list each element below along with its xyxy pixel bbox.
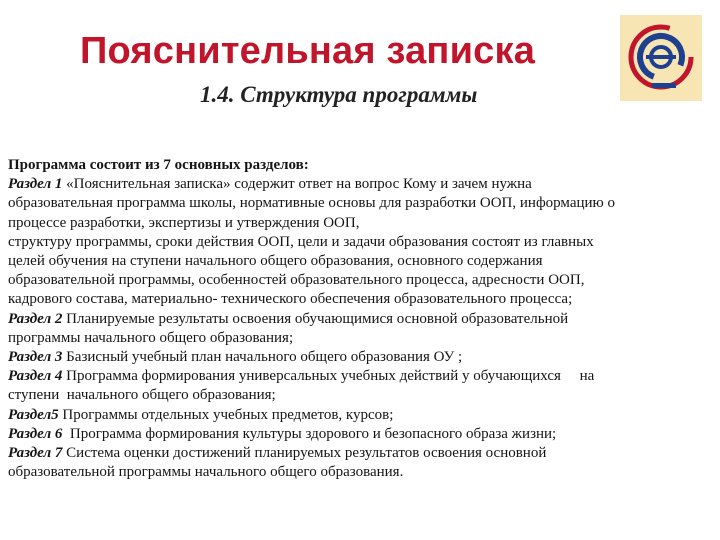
section-4-label: Раздел 4 <box>8 368 63 385</box>
section-3-label: Раздел 3 <box>8 349 63 366</box>
section-1-cont: образовательная программа школы, нормативные основы для разработки ООП, информацию о <box>8 195 615 212</box>
section-6 <box>8 425 708 444</box>
section-1-cont: кадрового состава, материально- технического обеспечения образовательного процесса; <box>8 291 573 308</box>
section-4 <box>8 367 708 386</box>
section-5 <box>8 406 708 425</box>
program-structure-text <box>8 156 708 482</box>
section-7-cont: образовательной программы начального общего образования. <box>8 464 404 481</box>
section-3-text: Базисный учебный план начального общего образования ОУ ; <box>62 349 463 366</box>
section-1 <box>8 175 708 194</box>
section-1-cont: целей обучения на ступени начального общего образования, основного содержания <box>8 253 543 270</box>
section-1-cont: структуру программы, сроки действия ООП, цели и задачи образования состоят из главных <box>8 233 594 250</box>
document-logo-icon <box>620 15 702 101</box>
section-1-cont: процессе разработки, экспертизы и утверждения ООП, <box>8 214 360 231</box>
section-2-cont: программы начального общего образования; <box>8 329 294 346</box>
logo-graphic <box>620 15 702 101</box>
section-5-label: Раздел5 <box>8 406 59 423</box>
section-7-text: Система оценки достижений планируемых результатов освоения основной <box>62 445 547 462</box>
slide-title: Пояснительная записка <box>80 30 536 72</box>
intro-line: Программа состоит из 7 основных разделов: <box>8 157 309 173</box>
section-6-label: Раздел 6 <box>8 425 63 442</box>
section-7-label: Раздел 7 <box>8 445 63 462</box>
section-6-text: Программа формирования культуры здорового и безопасного образа жизни; <box>62 425 557 442</box>
section-7 <box>8 444 708 463</box>
section-1-text: «Пояснительная записка» содержит ответ на вопрос Кому и зачем нужна <box>62 176 532 193</box>
slide-subtitle: 1.4. Структура программы <box>200 82 478 107</box>
section-1-cont: образовательной программы, особенностей образовательного процесса, адресности ООП, <box>8 272 585 289</box>
section-4-text: Программа формирования универсальных учебных действий у обучающихся на <box>62 368 595 385</box>
section-4-cont: ступени начального общего образования; <box>8 387 276 404</box>
section-2 <box>8 310 708 329</box>
section-2-label: Раздел 2 <box>8 310 63 327</box>
section-2-text: Планируемые результаты освоения обучающимися основной образовательной <box>62 310 569 327</box>
section-1-label: Раздел 1 <box>8 176 63 193</box>
section-5-text: Программы отдельных учебных предметов, курсов; <box>58 406 394 423</box>
section-3 <box>8 348 708 367</box>
